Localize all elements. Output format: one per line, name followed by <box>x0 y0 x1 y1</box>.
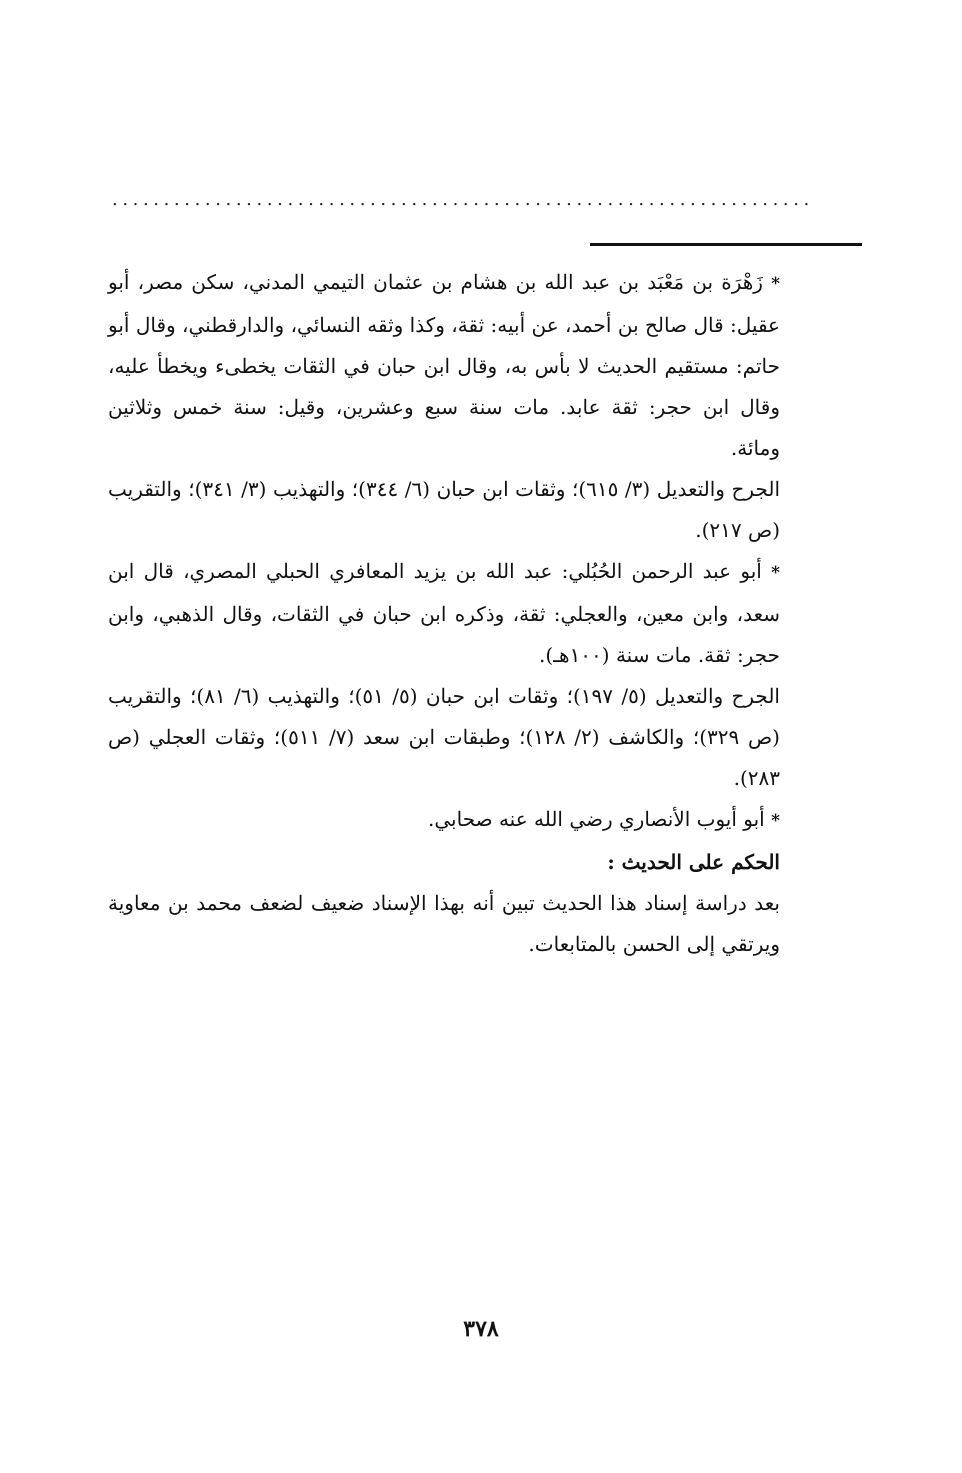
narrator-entry-hubuli <box>108 551 780 676</box>
narrator-entry-zahra <box>108 262 780 469</box>
references-zahra <box>108 469 780 551</box>
page-body <box>108 262 780 965</box>
ruling-text: بعد دراسة إسناد هذا الحديث تبين أنه بهذا الإسناد ضعيف لضعف محمد بن معاوية ويرتقي إلى الحسن بالمتابعات. <box>108 891 780 956</box>
footnote-rule <box>590 243 862 246</box>
ruling-heading: الحكم على الحديث : <box>607 850 780 874</box>
entry-text: الجرح والتعديل (٥/ ١٩٧)؛ وثقات ابن حبان (٥/ ٥١)؛ والتهذيب (٦/ ٨١)؛ والتقريب (ص ٣٢٩)؛ والكاشف (٢/ ١٢٨)؛ وطبقات ابن سعد (٧/ ٥١١)؛ وثقات العجلي (ص ٢٨٣). <box>108 684 780 790</box>
entry-marker: * <box>771 563 781 583</box>
entry-marker: * <box>771 274 780 294</box>
dotted-separator: .................................................................... <box>112 190 814 210</box>
narrator-entry-abu-ayyub <box>108 799 780 842</box>
entry-text: أبو أيوب الأنصاري رضي الله عنه صحابي. <box>428 807 765 831</box>
entry-text: زَهْرَة بن مَعْبَد بن عبد الله بن هشام بن عثمان التيمي المدني، سكن مصر، أبو عقيل: قال صالح بن أحمد، عن أبيه: ثقة، وكذا وثقه النسائي، والدارقطني، وقال أبو حاتم: مستقيم الحديث لا بأس به، وقال ابن حبان في الثقات يخطىء ويخطأ عليه، وقال ابن حجر: ثقة عابد. مات سنة سبع وعشرين، وقيل: سنة خمس وثلاثين ومائة. <box>108 270 780 460</box>
entry-text: أبو عبد الرحمن الحُبُلي: عبد الله بن يزيد المعافري الحبلي المصري، قال ابن سعد، وابن معين، والعجلي: ثقة، وذكره ابن حبان في الثقات، وقال الذهبي، وابن حجر: ثقة. مات سنة (١٠٠هـ). <box>108 559 780 667</box>
references-hubuli <box>108 676 780 799</box>
entry-marker: * <box>771 811 780 831</box>
page-number: ٣٧٨ <box>463 1316 499 1342</box>
entry-text: الجرح والتعديل (٣/ ٦١٥)؛ وثقات ابن حبان (٦/ ٣٤٤)؛ والتهذيب (٣/ ٣٤١)؛ والتقريب (ص ٢١٧). <box>108 477 781 542</box>
